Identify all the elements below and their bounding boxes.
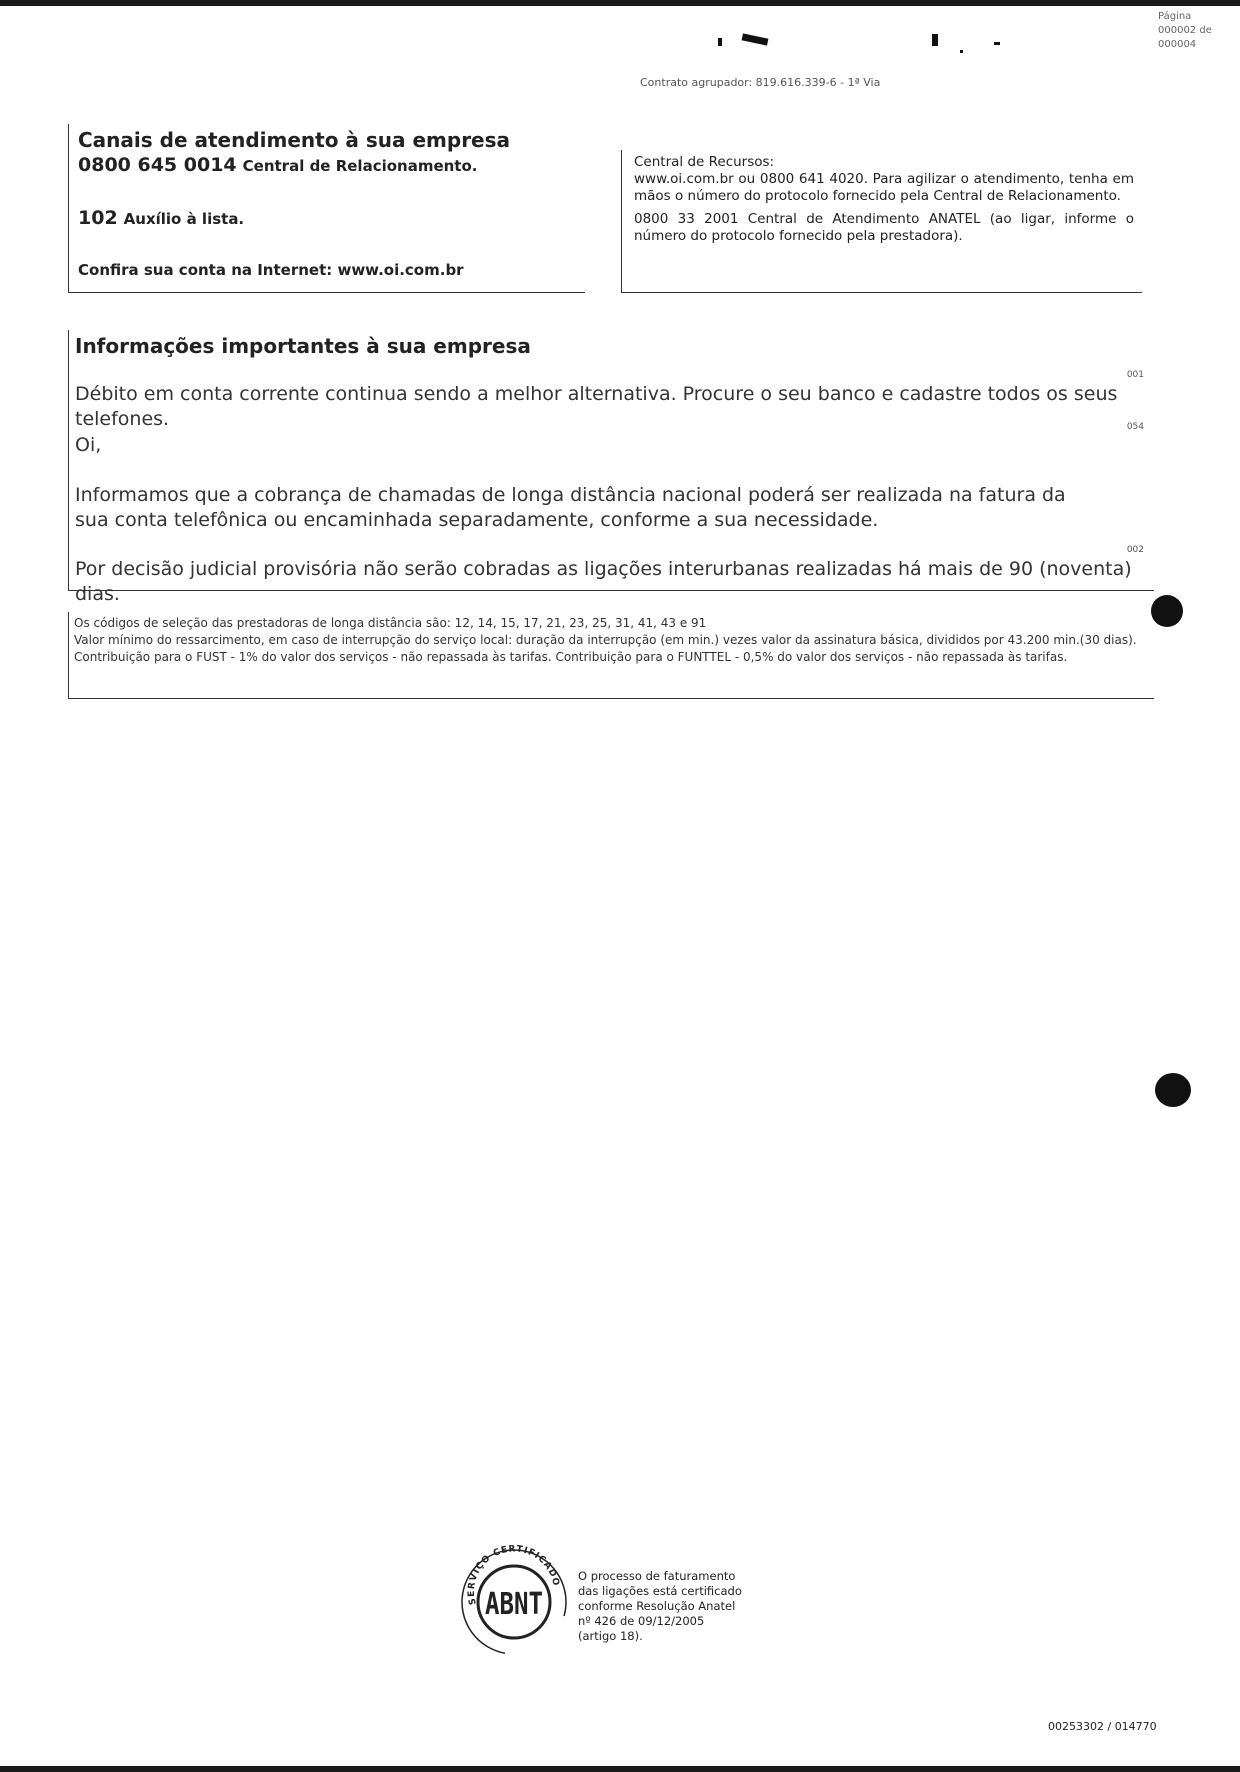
page-label: Página [1158, 11, 1192, 22]
legal-notes-section [68, 612, 1154, 699]
page-total: 000004 [1158, 39, 1197, 50]
contract-number: Contrato agrupador: 819.616.339-6 - 1ª Via [640, 76, 881, 89]
directory-phone-number: 102 [78, 207, 118, 229]
abnt-logo-icon [458, 1542, 568, 1664]
message-code: 054 [1126, 422, 1144, 432]
cert-line: conforme Resolução Anatel [578, 1599, 736, 1613]
page-current: 000002 de [1158, 25, 1212, 36]
message-text: Por decisão judicial provisória não serão cobradas as ligações interurbanas realizadas há mais de 90 (noventa) dias. [75, 558, 1132, 605]
scan-bottom-edge [0, 1766, 1240, 1772]
seal-ring-text: SERVIÇO CERTIFICADO [466, 1544, 561, 1606]
abnt-certification-seal [458, 1542, 568, 1664]
punch-hole-mark [1155, 1073, 1191, 1107]
channels-title: Canais de atendimento à sua empresa [78, 128, 511, 152]
document-code: 00253302 / 014770 [1048, 1720, 1157, 1733]
carrier-codes-note: Os códigos de seleção das prestadoras de longa distância são: 12, 14, 15, 17, 21, 23, 25, 31, 41, 43 e 91 [74, 616, 707, 630]
service-channels-box [68, 124, 585, 293]
message-text: Oi, [75, 434, 102, 456]
relationship-phone-number: 0800 645 0014 [78, 154, 237, 176]
scan-artifacts [700, 30, 1030, 60]
message-code: 001 [1126, 370, 1144, 380]
resources-text-anatel: 0800 33 2001 Central de Atendimento ANATEL (ao ligar, informe o número do protocolo fornecido pela prestadora). [634, 211, 1134, 244]
important-info-section [68, 330, 1154, 605]
message-code: 002 [1126, 545, 1144, 555]
resources-text-oi: www.oi.com.br ou 0800 641 4020. Para agilizar o atendimento, tenha em mãos o número do protocolo fornecido pela Central de Relacionamento. [634, 171, 1134, 204]
scan-top-edge [0, 0, 1240, 6]
directory-phone-label: Auxílio à lista. [123, 210, 245, 228]
directory-phone [78, 207, 244, 229]
certification-text [578, 1569, 742, 1644]
cert-line: nº 426 de 09/12/2005 [578, 1614, 705, 1628]
page-counter [1158, 10, 1228, 52]
resources-title: Central de Recursos: [634, 154, 775, 170]
fust-funttel-note: Contribuição para o FUST - 1% do valor dos serviços - não repassada às tarifas. Contribuição para o FUNTTEL - 0,5% do valor dos serviços - não repassada às tarifas. [74, 650, 1068, 664]
resources-box [621, 150, 1142, 293]
refund-note: Valor mínimo do ressarcimento, em caso de interrupção do serviço local: duração da interrupção (em min.) vezes valor da assinatura básica, divididos por 43.200 min.(30 dias). [74, 633, 1137, 647]
message-text: Débito em conta corrente continua sendo a melhor alternativa. Procure o seu banco e cadastre todos os seus telefones. [75, 383, 1118, 430]
info-title: Informações importantes à sua empresa [75, 334, 531, 358]
punch-hole-mark [1151, 595, 1183, 627]
relationship-phone [78, 154, 478, 176]
message-text: Informamos que a cobrança de chamadas de longa distância nacional poderá ser realizada na fatura da sua conta telefônica ou encaminhada separadamente, conforme a sua necessidade. [75, 484, 1066, 531]
cert-line: das ligações está certificado [578, 1584, 742, 1598]
cert-line: (artigo 18). [578, 1629, 643, 1643]
cert-line: O processo de faturamento [578, 1569, 736, 1583]
internet-link: Confira sua conta na Internet: www.oi.com.br [78, 261, 464, 279]
relationship-phone-label: Central de Relacionamento. [242, 157, 478, 175]
seal-logo-text: ABNT [485, 1587, 543, 1622]
